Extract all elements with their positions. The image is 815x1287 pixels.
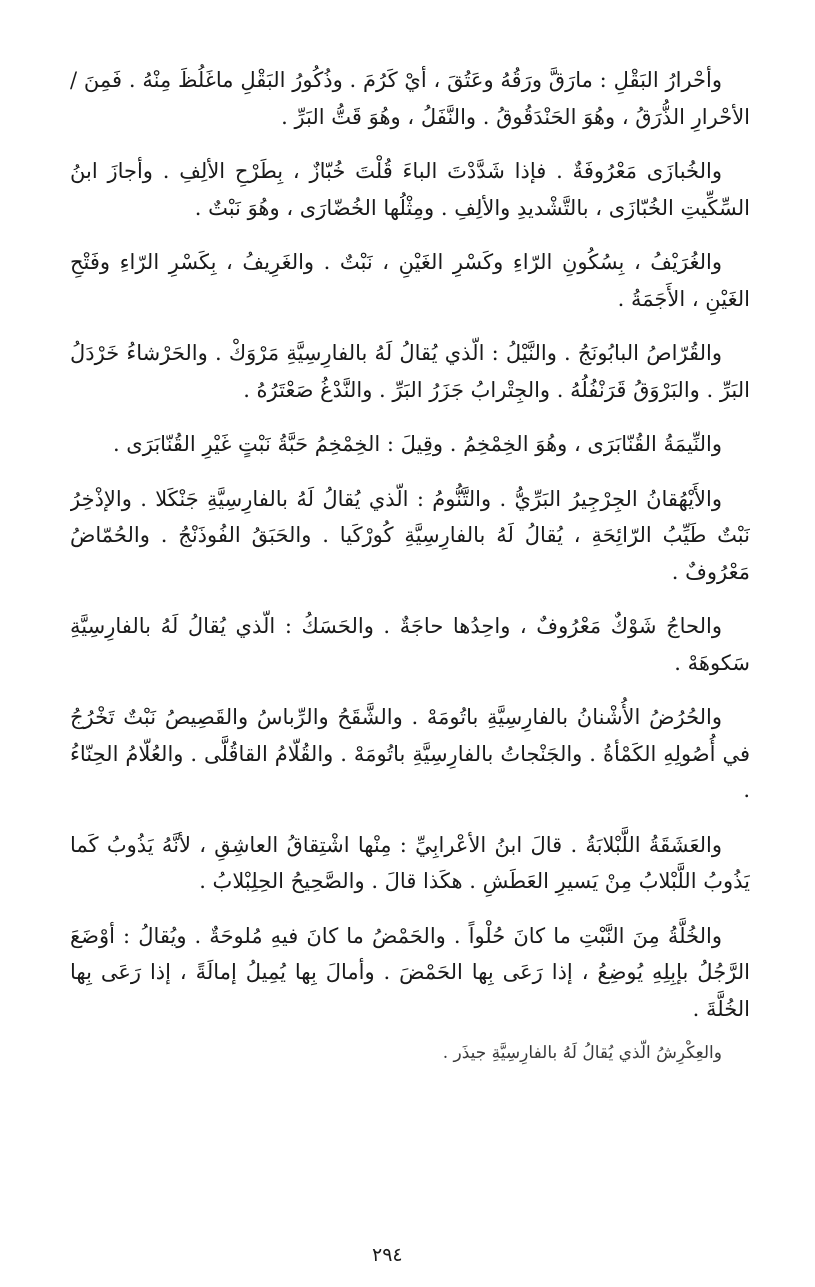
paragraph-hurud: والحُرُضُ الأُشْنانُ بالفارِسِيَّةِ باتُومَهْ . والشَّقَحُ والرِّباسُ والقَصِيصُ نَبْتٌ تَخْرُجُ في أُصُولِهِ الكَمْأةُ . والجَنْجاتُ بالفارِسِيَّةِ باتُومَهْ . والقُلّامُ القاقُلَّى . والعُلّامُ الحِنّاءُ .	[70, 705, 750, 802]
paragraph-nima: والنِّيمَةُ القُنّابَرَى ، وهُوَ الخِمْخِمُ . وقِيلَ : الخِمْخِمُ حَبَّةُ نَبْتٍ غَيْرِ القُنّابَرَى .	[112, 432, 722, 456]
page-number: ٢٩٤	[372, 1244, 403, 1266]
paragraph-haj: والحاجُ شَوْكٌ مَعْرُوفٌ ، واحِدُها حاجَةٌ . والحَسَكُ : الّذي يُقالُ لَهُ بالفارِسِيَّةِ سَكوهَهْ .	[70, 614, 750, 675]
paragraph-ashaqa: والعَشَقَةُ اللَّبْلابَةُ . قالَ ابنُ الأعْرابِيِّ : مِنْها اشْتِقاقُ العاشِقِ ، لأنَّهُ يَذُوبُ كَما يَذُوبُ اللَّبْلابُ مِنْ يَسيرِ العَطَشِ . هكَذا قالَ . والصَّحِيحُ الحِلِبْلابُ .	[70, 832, 750, 893]
paragraph-khubaza: والخُبازَى مَعْرُوفَةٌ . فإذا شَدَّدْتَ الباءَ قُلْتَ خُبّازٌ ، بِطَرْحِ الألِفِ . وأجازَ ابنُ السِّكِّيتِ الخُبّازَى ، بالتَّشْديدِ والألِفِ . ومِثْلُها الخُضّارَى ، وهُوَ نَبْتٌ .	[70, 159, 750, 220]
paragraph-qurras: والقُرّاصُ البابُونَجُ . والنَّيْلُ : الّذي يُقالُ لَهُ بالفارِسِيَّةِ مَرْوَكْ . والحَرْشاءُ خَرْدَلُ البَرِّ . والبَرْوَقُ قَرَنْفُلُهُ . والجِتْرابُ جَزَرُ البَرِّ . والنَّدْغُ صَعْتَرُهُ .	[70, 341, 750, 402]
paragraph-ikrish: والعِكْرِشُ الّذي يُقالُ لَهُ بالفارِسِيَّةِ جيذَر .	[442, 1043, 722, 1063]
paragraph-ayhuqan: والأَيْهُقانُ الجِرْجِيرُ البَرِّيُّ . والتَّنُّومُ : الّذي يُقالُ لَهُ بالفارِسِيَّةِ جَنْكَلا . والإذْخِرُ نَبْتٌ طَيِّبُ الرّائِحَةِ ، يُقالُ لَهُ بالفارِسِيَّةِ كُورْكَيا . والحَبَقُ الفُوذَنْجُ . والحُمّاضُ مَعْرُوفٌ .	[70, 486, 750, 584]
paragraph-ahrar-albaql: وأحْرارُ البَقْلِ : مارَقَّ ورَقُهُ وعَتُقَ ، أيْ كَرُمَ . وذُكُورُ البَقْلِ ماغَلُظَ مِنْهُ . فَمِنَ / الأحْرارِ الذُّرَقُ ، وهُوَ الحَنْدَقُوقُ . والنَّفَلُ ، وهُوَ قَتُّ البَرِّ .	[70, 68, 750, 129]
paragraph-ghurayf: والغُرَيْفُ ، بِسُكُونِ الرّاءِ وكَسْرِ الغَيْنِ ، نَبْتٌ . والغَرِيفُ ، بِكَسْرِ الرّاءِ وفَتْحِ الغَيْنِ ، الأَجَمَةُ .	[70, 250, 750, 311]
paragraph-khulla: والخُلَّةُ مِنَ النَّبْتِ ما كانَ حُلْواً . والحَمْضُ ما كانَ فيهِ مُلوحَةٌ . ويُقالُ : أوْضَعَ الرَّجُلُ بإبِلِهِ يُوضِعُ ، إذا رَعَى بِها الحَمْضَ . وأمالَ بِها يُمِيلُ إمالَةً ، إذا رَعَى بِها الخُلَّةَ .	[70, 923, 750, 1021]
main-text	[70, 62, 750, 1232]
